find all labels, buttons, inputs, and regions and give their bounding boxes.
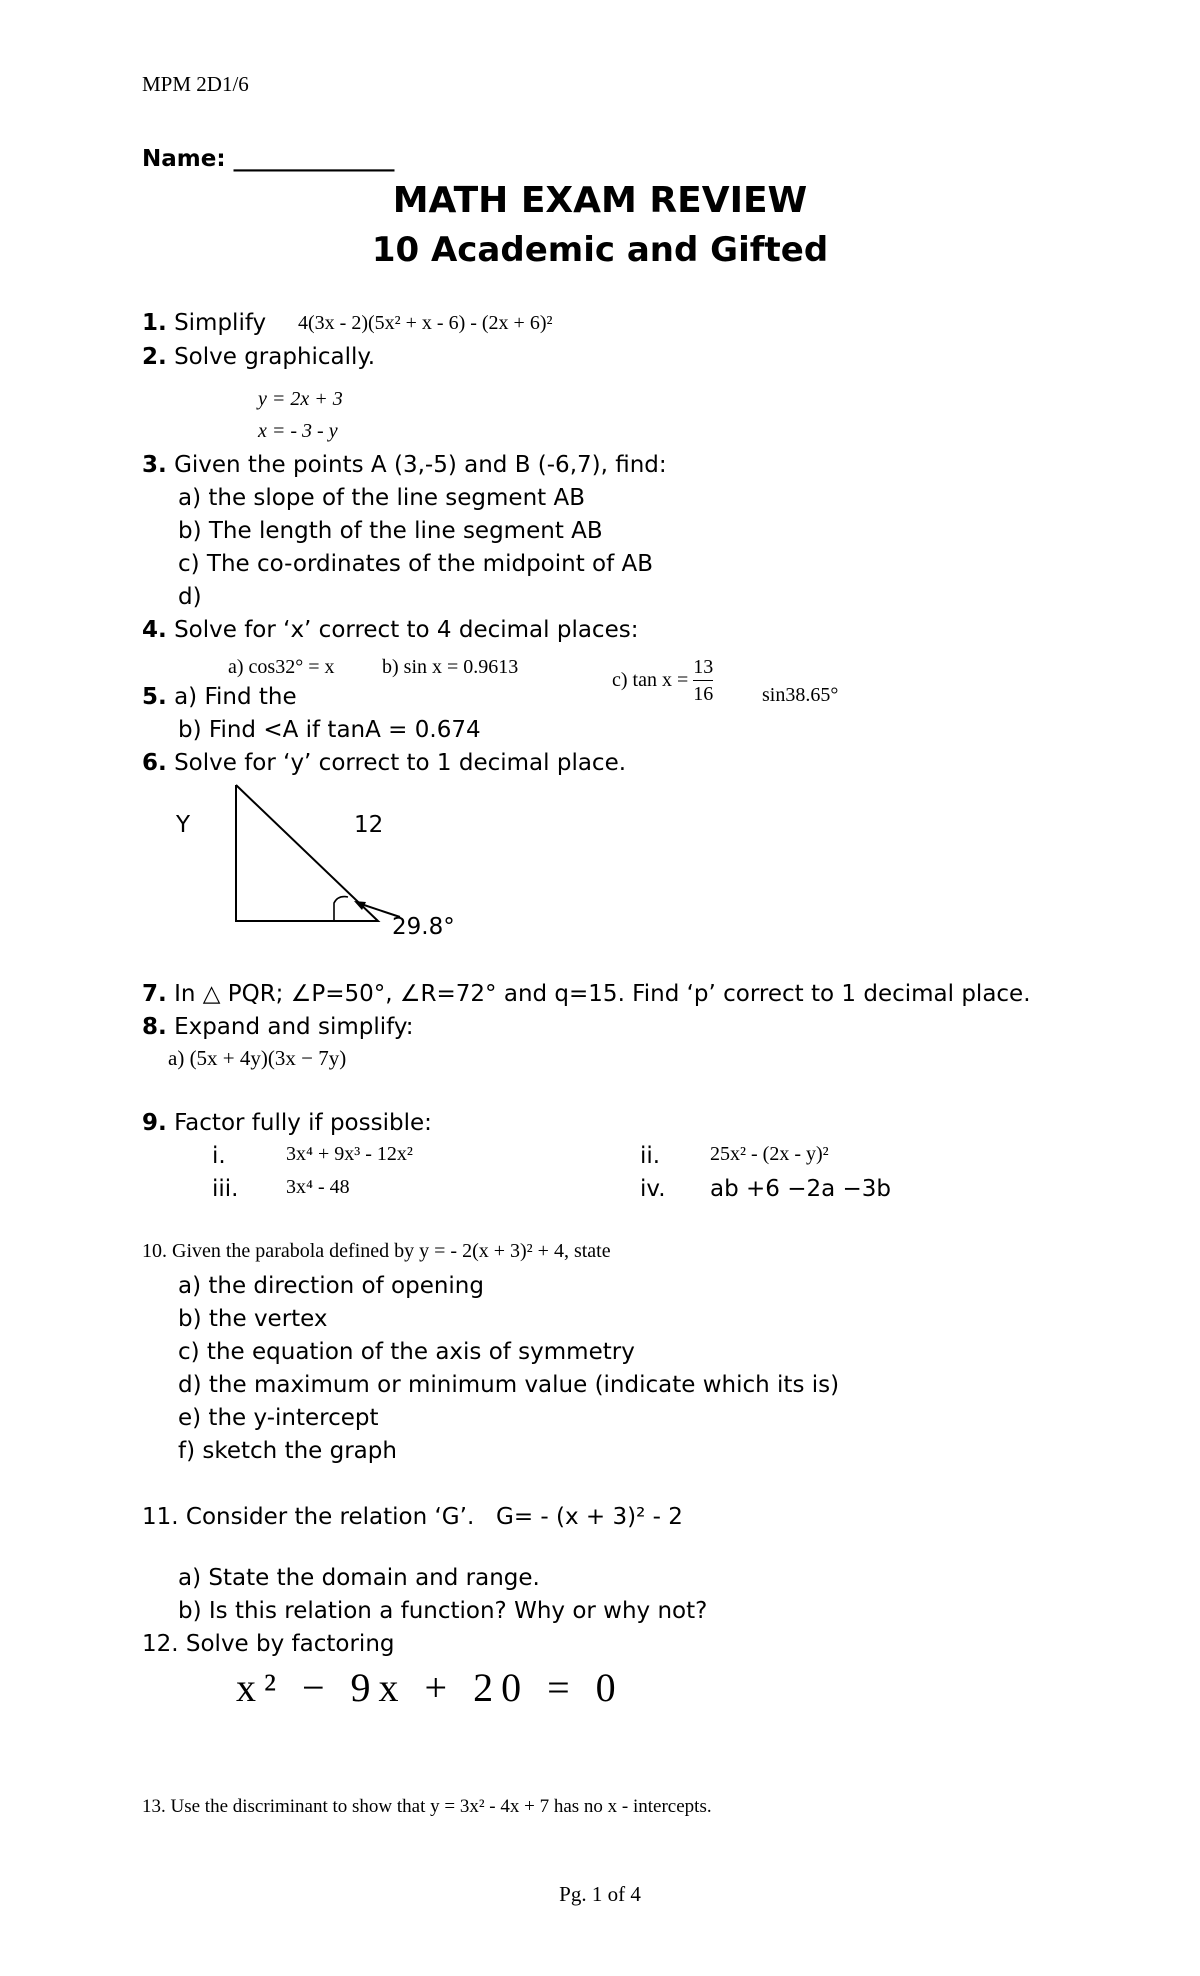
q3-part-d: d) — [178, 584, 202, 610]
q2-equation-2: x = - 3 - y — [258, 420, 338, 442]
question-4 — [142, 617, 638, 643]
question-1 — [142, 310, 266, 336]
q10-part-d: d) the maximum or minimum value (indicate which its is) — [178, 1372, 840, 1398]
triangle-label-angle: 29.8° — [392, 914, 455, 940]
page-header: MPM 2D1/6 — [142, 72, 249, 96]
q10-part-f: f) sketch the graph — [178, 1438, 397, 1464]
question-text: Solve graphically. — [174, 344, 376, 370]
q4-part-a: a) cos32° = x — [228, 656, 335, 678]
q9-item-iv: ab +6 −2a −3b — [710, 1176, 892, 1202]
q11-part-b: b) Is this relation a function? Why or why not? — [178, 1598, 708, 1624]
question-text: Expand and simplify: — [174, 1014, 414, 1040]
page-footer: Pg. 1 of 4 — [559, 1882, 641, 1906]
q2-equation-1: y = 2x + 3 — [258, 388, 343, 410]
q10-part-a: a) the direction of opening — [178, 1273, 484, 1299]
q3-part-c: c) The co-ordinates of the midpoint of AB — [178, 551, 654, 577]
question-number: 1. — [142, 310, 167, 336]
q9-item-i: 3x⁴ + 9x³ - 12x² — [286, 1143, 413, 1165]
q3-part-b: b) The length of the line segment AB — [178, 518, 603, 544]
question-text: Factor fully if possible: — [174, 1110, 432, 1136]
q11-relation: G= - (x + 3)² - 2 — [496, 1504, 683, 1530]
fraction — [693, 654, 713, 707]
question-6 — [142, 750, 626, 776]
question-number: 2. — [142, 344, 167, 370]
question-2 — [142, 344, 375, 370]
question-text: Simplify — [174, 310, 267, 336]
fraction-numerator: 13 — [693, 654, 713, 681]
q12-equation: x² − 9x + 20 = 0 — [236, 1665, 624, 1710]
triangle-label-hypotenuse: 12 — [354, 812, 384, 838]
question-text: Given the points A (3,-5) and B (-6,7), find: — [174, 452, 667, 478]
q9-item-ii: 25x² - (2x - y)² — [710, 1143, 829, 1165]
angle-marker — [334, 897, 348, 921]
question-9 — [142, 1110, 432, 1136]
triangle-label-y: Y — [176, 812, 191, 838]
question-number: 6. — [142, 750, 167, 776]
q5-part-b: b) Find <A if tanA = 0.674 — [178, 717, 481, 743]
question-8 — [142, 1014, 414, 1040]
question-number: 5. — [142, 684, 167, 710]
q10-part-e: e) the y-intercept — [178, 1405, 379, 1431]
question-3 — [142, 452, 667, 478]
q4-part-b: b) sin x = 0.9613 — [382, 656, 519, 678]
question-number: 7. — [142, 981, 167, 1007]
q9-label-ii: ii. — [640, 1143, 661, 1169]
page-subtitle: 10 Academic and Gifted — [371, 230, 829, 270]
q10-part-c: c) the equation of the axis of symmetry — [178, 1339, 635, 1365]
q4-part-c-label: c) tan x = — [612, 669, 689, 691]
question-13: 13. Use the discriminant to show that y = 3x² - 4x + 7 has no x - intercepts. — [142, 1796, 712, 1817]
q1-expression: 4(3x - 2)(5x² + x - 6) - (2x + 6)² — [298, 312, 553, 334]
q11-part-a: a) State the domain and range. — [178, 1565, 540, 1591]
q9-label-iv: iv. — [640, 1176, 666, 1202]
question-number: 9. — [142, 1110, 167, 1136]
question-11: 11. Consider the relation ‘G’. — [142, 1504, 475, 1530]
q10-part-b: b) the vertex — [178, 1306, 328, 1332]
question-5 — [142, 684, 297, 710]
q9-item-iii: 3x⁴ - 48 — [286, 1176, 350, 1198]
fraction-denominator: 16 — [693, 683, 714, 705]
question-number: 3. — [142, 452, 167, 478]
name-field-label: Name: ______________ — [142, 146, 395, 172]
question-text: Solve for ‘y’ correct to 1 decimal place. — [174, 750, 627, 776]
q4-extra-expression: sin38.65° — [762, 684, 839, 706]
question-text: Solve for ‘x’ correct to 4 decimal places: — [174, 617, 639, 643]
question-12: 12. Solve by factoring — [142, 1631, 395, 1657]
page-title: MATH EXAM REVIEW — [392, 180, 808, 221]
q9-label-iii: iii. — [212, 1176, 239, 1202]
q4-part-c — [612, 654, 713, 714]
q8-part-a: a) (5x + 4y)(3x − 7y) — [168, 1046, 347, 1070]
q3-part-a: a) the slope of the line segment AB — [178, 485, 586, 511]
question-10: 10. Given the parabola defined by y = - 2(x + 3)² + 4, state — [142, 1240, 611, 1262]
question-number: 8. — [142, 1014, 167, 1040]
triangle-edges — [236, 785, 378, 921]
question-number: 4. — [142, 617, 167, 643]
question-text: In △ PQR; ∠P=50°, ∠R=72° and q=15. Find ‘p’ correct to 1 decimal place. — [174, 981, 1031, 1007]
question-7 — [142, 981, 1031, 1007]
q9-label-i: i. — [212, 1143, 226, 1169]
q5-part-a: a) Find the — [174, 684, 297, 710]
